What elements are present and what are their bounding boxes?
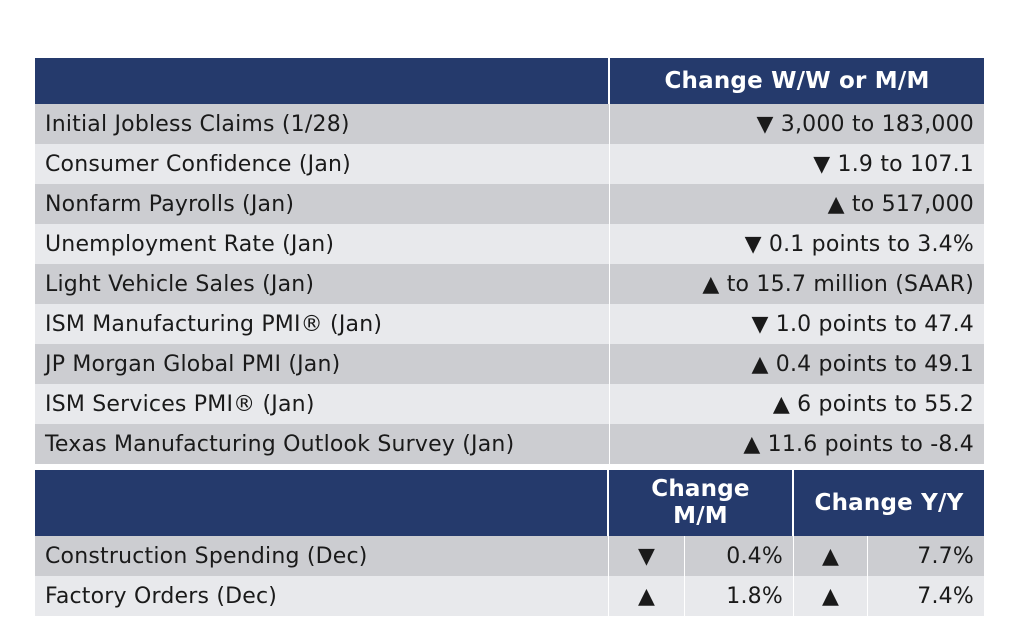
yy-arrow: ▲ bbox=[794, 536, 868, 576]
row-label: ISM Manufacturing PMI® (Jan) bbox=[35, 304, 610, 344]
table-row bbox=[35, 224, 984, 264]
top-header-label-cell bbox=[35, 58, 610, 104]
top-header-change: Change W/W or M/M bbox=[664, 68, 930, 94]
row-label: Construction Spending (Dec) bbox=[35, 536, 609, 576]
table-row bbox=[35, 144, 984, 184]
mm-arrow: ▲ bbox=[609, 576, 685, 616]
table-row bbox=[35, 536, 984, 576]
row-change: ▲ 6 points to 55.2 bbox=[772, 391, 974, 417]
bottom-table bbox=[35, 470, 984, 616]
table-row bbox=[35, 264, 984, 304]
top-table bbox=[35, 58, 984, 468]
row-label: ISM Services PMI® (Jan) bbox=[35, 384, 610, 424]
row-label: Nonfarm Payrolls (Jan) bbox=[35, 184, 610, 224]
row-change: ▲ to 15.7 million (SAAR) bbox=[702, 271, 974, 297]
row-label: Light Vehicle Sales (Jan) bbox=[35, 264, 610, 304]
row-label: JP Morgan Global PMI (Jan) bbox=[35, 344, 610, 384]
table-row bbox=[35, 384, 984, 424]
yy-value: 7.7% bbox=[917, 543, 974, 569]
table-row bbox=[35, 576, 984, 616]
row-change: ▲ 0.4 points to 49.1 bbox=[751, 351, 974, 377]
bottom-header-mm: Change M/M bbox=[609, 470, 794, 536]
table-row bbox=[35, 344, 984, 384]
row-change: ▲ 11.6 points to -8.4 bbox=[743, 431, 974, 457]
yy-value: 7.4% bbox=[917, 583, 974, 609]
mm-arrow: ▼ bbox=[609, 536, 685, 576]
yy-arrow: ▲ bbox=[794, 576, 868, 616]
row-change: ▼ 1.9 to 107.1 bbox=[813, 151, 974, 177]
table-row bbox=[35, 184, 984, 224]
table-row bbox=[35, 104, 984, 144]
bottom-header-yy: Change Y/Y bbox=[814, 490, 964, 516]
row-change: ▲ to 517,000 bbox=[827, 191, 974, 217]
row-change: ▼ 1.0 points to 47.4 bbox=[751, 311, 974, 337]
bottom-header-label-cell bbox=[35, 470, 609, 536]
row-change: ▼ 3,000 to 183,000 bbox=[756, 111, 974, 137]
mm-value: 1.8% bbox=[685, 576, 794, 616]
row-label: Consumer Confidence (Jan) bbox=[35, 144, 610, 184]
table-row bbox=[35, 424, 984, 464]
row-label: Unemployment Rate (Jan) bbox=[35, 224, 610, 264]
row-change: ▼ 0.1 points to 3.4% bbox=[744, 231, 974, 257]
table-row bbox=[35, 304, 984, 344]
row-label: Factory Orders (Dec) bbox=[35, 576, 609, 616]
mm-value: 0.4% bbox=[685, 536, 794, 576]
row-label: Initial Jobless Claims (1/28) bbox=[35, 104, 610, 144]
bottom-table-header bbox=[35, 470, 984, 536]
top-table-header bbox=[35, 58, 984, 104]
row-label: Texas Manufacturing Outlook Survey (Jan) bbox=[35, 424, 610, 464]
